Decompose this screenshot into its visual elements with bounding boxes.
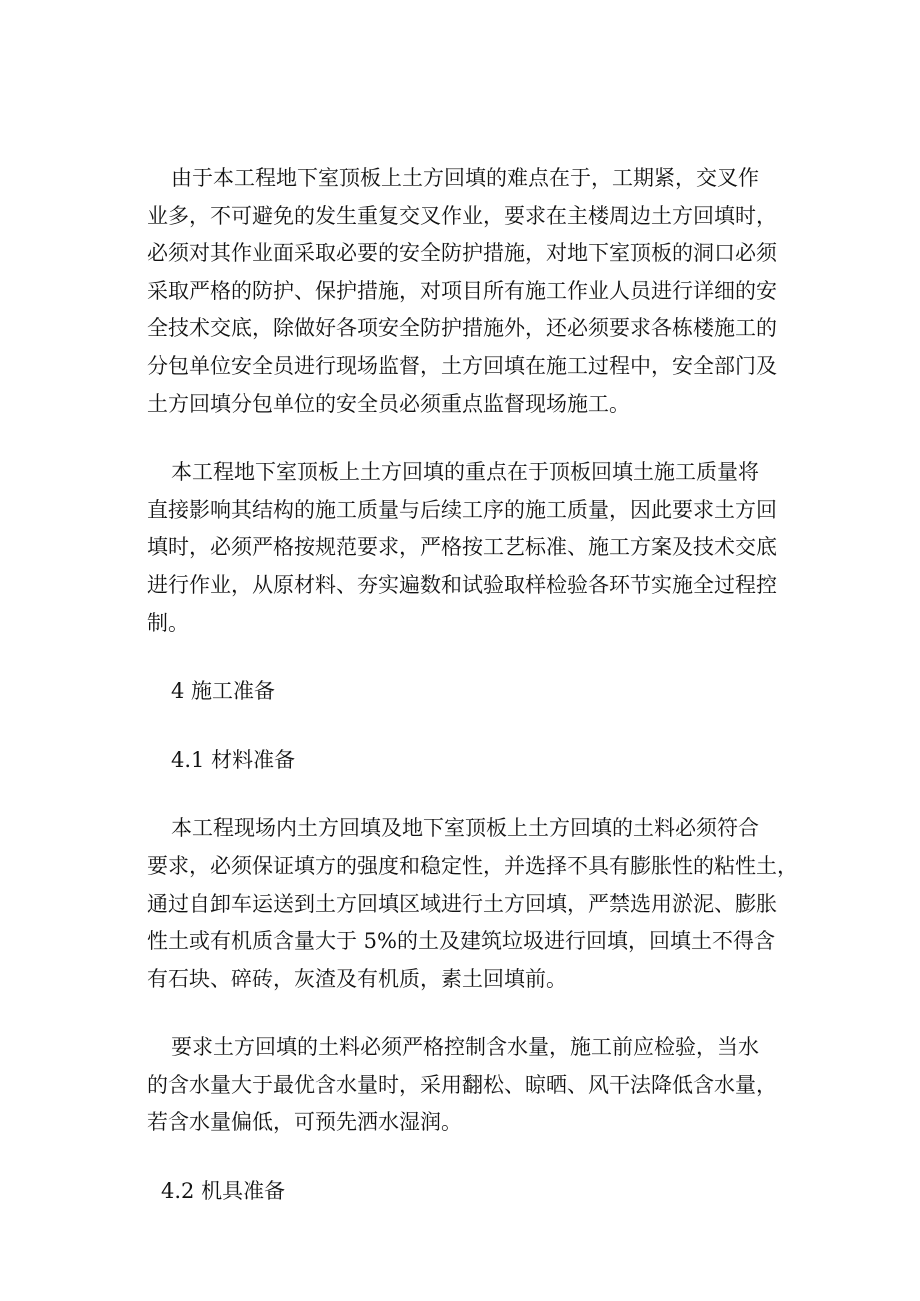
paragraph-materials <box>147 810 798 998</box>
text-line: 本工程地下室顶板上土方回填的重点在于顶板回填土施工质量将 <box>171 460 759 485</box>
text-line: 全技术交底，除做好各项安全防护措施外，还必须要求各栋楼施工的 <box>147 316 777 341</box>
text-line: 进行作业，从原材料、夯实遍数和试验取样检验各环节实施全过程控 <box>147 572 777 597</box>
text-line: 由于本工程地下室顶板上土方回填的难点在于，工期紧，交叉作 <box>171 166 759 190</box>
text-line: 必须对其作业面采取必要的安全防护措施，对地下室顶板的洞口必须 <box>147 241 777 266</box>
text-line: 通过自卸车运送到土方回填区域进行土方回填，严禁选用淤泥、膨胀 <box>147 891 777 916</box>
text-line: 有石块、碎砖，灰渣及有机质，素土回填前。 <box>147 966 567 991</box>
text-line: 土方回填分包单位的安全员必须重点监督现场施工。 <box>147 391 630 416</box>
section-heading-material-preparation: 4.1 材料准备 <box>171 747 296 772</box>
paragraph-moisture <box>147 1029 787 1142</box>
text-line: 直接影响其结构的施工质量与后续工序的施工质量，因此要求土方回 <box>147 497 777 522</box>
section-heading-construction-preparation: 4 施工准备 <box>171 679 276 704</box>
section-heading-equipment-preparation: 4.2 机具准备 <box>161 1179 286 1204</box>
paragraph-key-point <box>147 454 787 642</box>
text-line: 的含水量大于最优含水量时，采用翻松、晾晒、风干法降低含水量， <box>147 1072 777 1097</box>
text-line: 业多，不可避免的发生重复交叉作业，要求在主楼周边土方回填时， <box>147 203 777 228</box>
text-line: 本工程现场内土方回填及地下室顶板上土方回填的土料必须符合 <box>171 816 759 841</box>
paragraph-difficulty <box>147 160 787 423</box>
text-line: 性土或有机质含量大于 5%的土及建筑垃圾进行回填，回填土不得含 <box>147 929 775 954</box>
text-line: 若含水量偏低，可预先洒水湿润。 <box>147 1110 462 1135</box>
text-line: 采取严格的防护、保护措施，对项目所有施工作业人员进行详细的安 <box>147 278 777 303</box>
text-line: 要求土方回填的土料必须严格控制含水量，施工前应检验，当水 <box>171 1035 759 1060</box>
text-line: 制。 <box>147 610 189 635</box>
document-body <box>147 160 798 1242</box>
text-line: 分包单位安全员进行现场监督，土方回填在施工过程中，安全部门及 <box>147 353 777 378</box>
text-line: 填时，必须严格按规范要求，严格按工艺标准、施工方案及技术交底 <box>147 535 777 560</box>
text-line: 要求，必须保证填方的强度和稳定性，并选择不具有膨胀性的粘性土， <box>147 853 798 878</box>
